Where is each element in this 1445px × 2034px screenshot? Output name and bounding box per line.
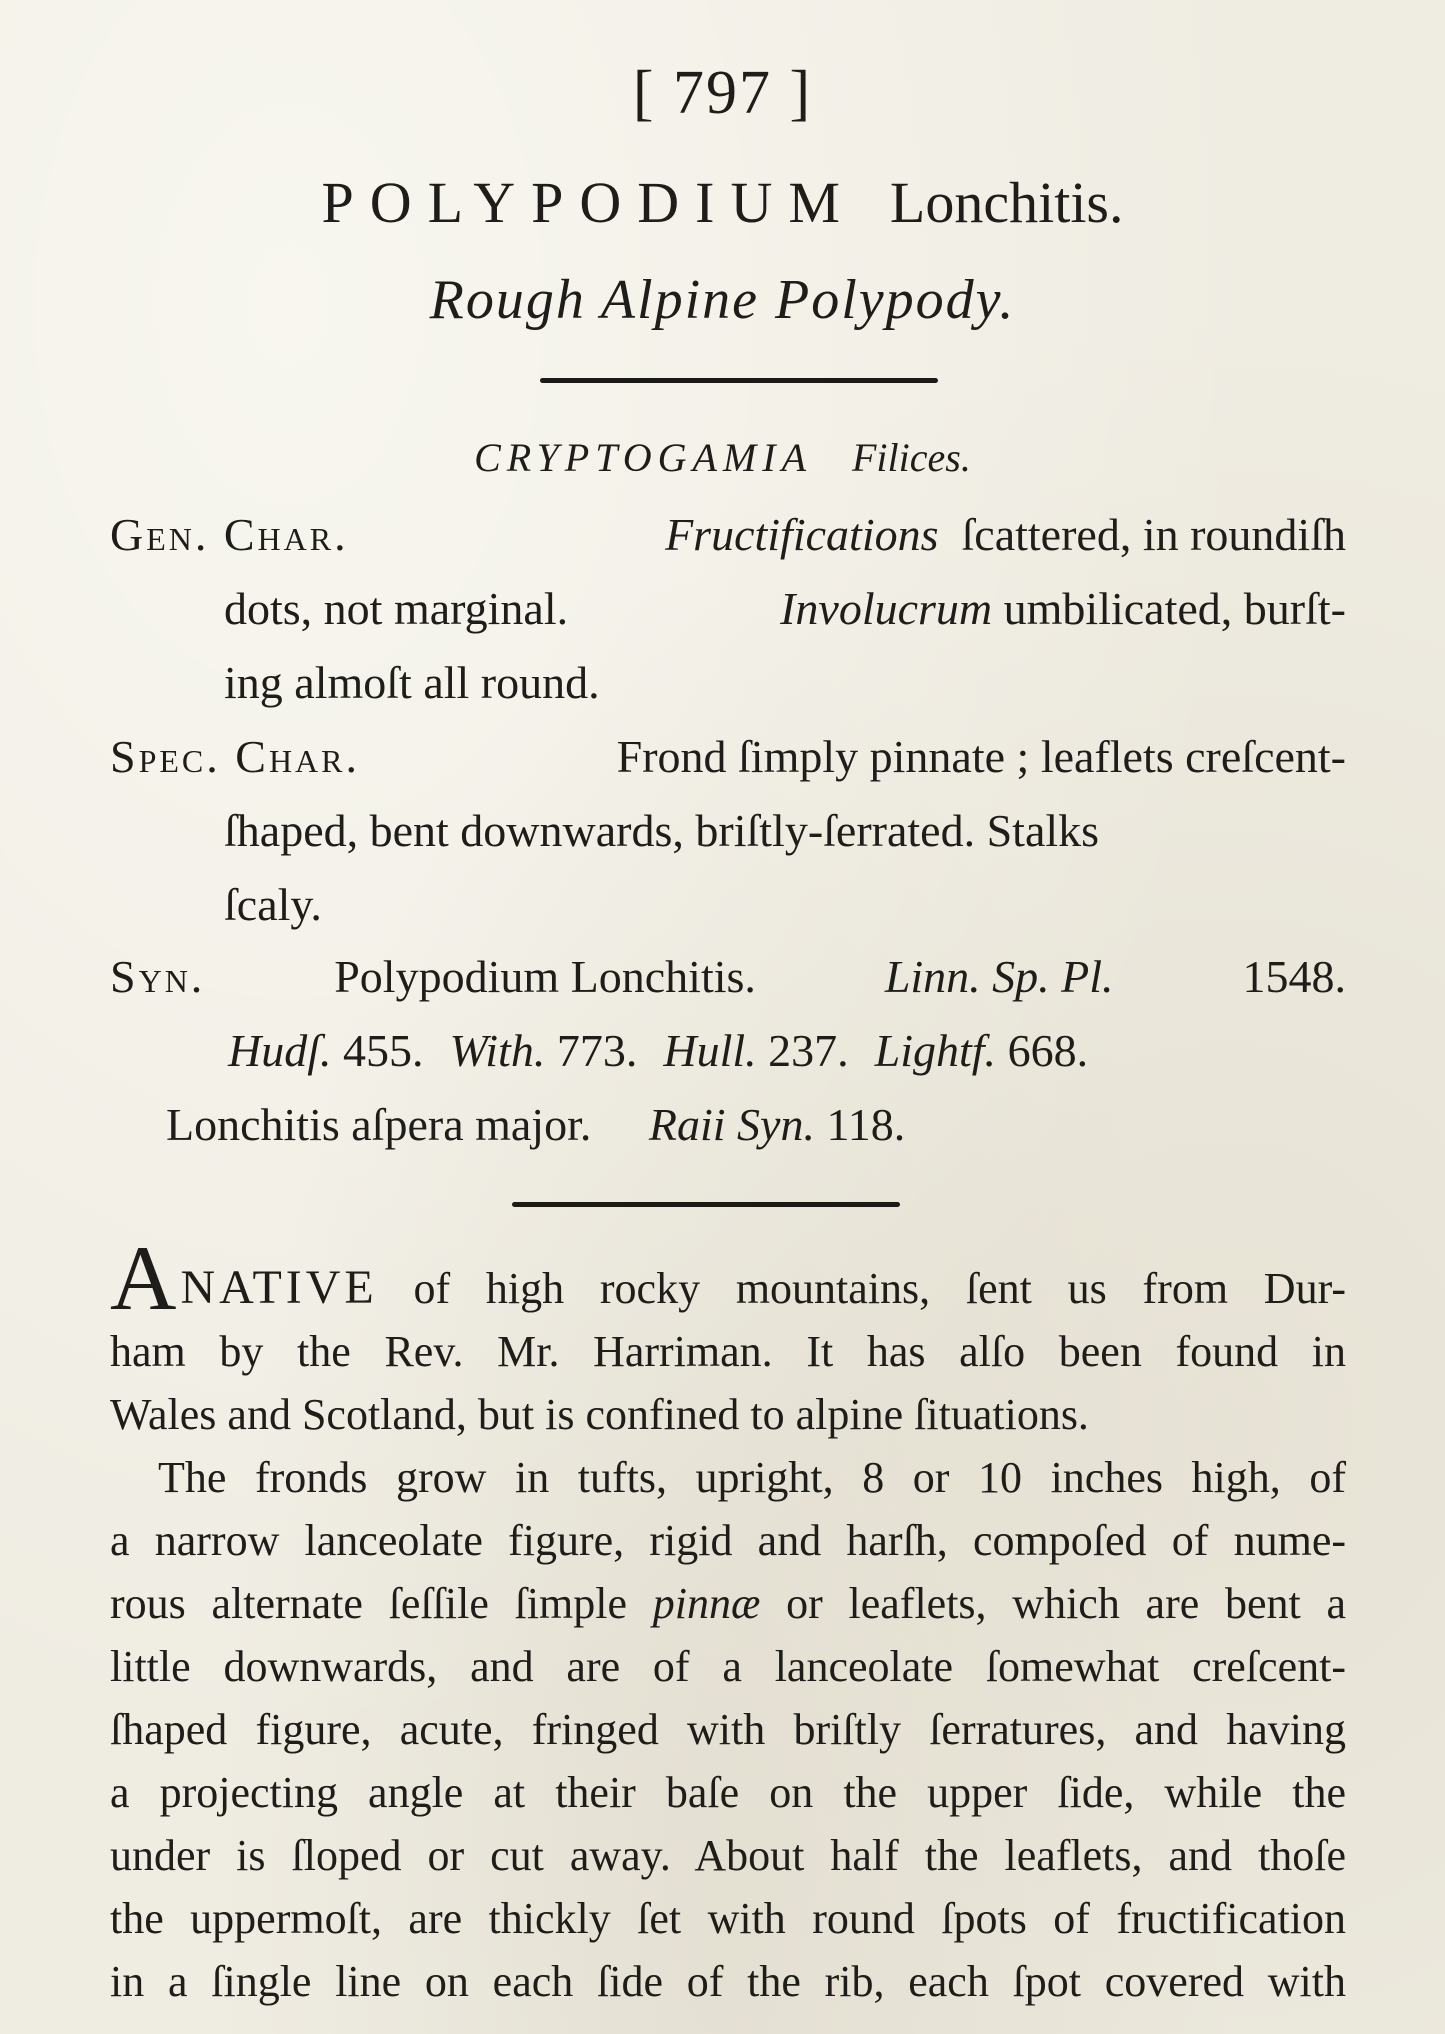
syn-line3c: 118. [826,1099,906,1150]
body-line: a narrow lanceolate figure, rigid and harſh, compoſed of nume- [110,1516,1346,1565]
body-line: The fronds grow in tufts, upright, 8 or 10 inches high, of [158,1453,1346,1502]
gen-char-line1: ſcattered, in roundiſh [961,509,1346,560]
syn-ref: Hudſ. [228,1025,332,1076]
syn-label: Syn. [110,951,206,1002]
spec-char-label: Spec. Char. [110,731,361,782]
body-line: little downwards, and are of a lanceolate ſomewhat creſcent- [110,1642,1346,1691]
classification [0,434,1445,481]
spec-char-line2: ſhaped, bent downwards, briſtly-ſerrated. Stalks [224,805,1100,856]
gen-char-block [110,498,1346,720]
title-species: Lonchitis. [889,170,1124,235]
syn-ref-num: 237. [768,1025,849,1076]
syn-ref-num: 773. [556,1025,638,1076]
gen-char-term: Fructifications [665,509,939,560]
page-number: [ 797 ] [632,59,813,127]
title-genus: POLYPODIUM [321,170,856,235]
title-divider [540,378,938,383]
first-word: NATIVE [180,1261,378,1314]
body-line: Wales and Scotland, but is confined to alpine ſituations. [110,1390,1089,1439]
synonyms-block [110,940,1346,1162]
section-divider [512,1202,900,1207]
spec-char-block [110,720,1346,942]
syn-line1c: 1548. [1242,951,1346,1002]
class-name: CRYPTOGAMIA [474,435,812,480]
gen-char-line2c: umbilicated, burſt- [1003,583,1346,634]
page-title [0,168,1445,237]
syn-ref-num: 668. [1007,1025,1089,1076]
syn-ref: Lightf. [874,1025,997,1076]
body-line [110,1572,1346,1635]
syn-line1a: Polypodium Lonchitis. [334,951,756,1002]
body-line-text: or leaflets, which are bent a [786,1579,1347,1628]
gen-char-line3: ing almoſt all round. [224,657,600,708]
syn-raii-ref: Raii Syn. [648,1099,815,1150]
body-text [110,1227,1347,2013]
spec-char-line3: ſcaly. [224,879,322,930]
syn-linnaeus-ref: Linn. Sp. Pl. [884,951,1114,1002]
body-line: the uppermoſt, are thickly ſet with round ſpots of fructification [110,1894,1346,1943]
body-line: ſhaped figure, acute, fringed with briſtly ſerratures, and having [110,1705,1346,1754]
gen-char-line2a: dots, not marginal. [224,583,569,634]
spec-char-line1: Frond ſimply pinnate ; leaflets creſcent- [616,731,1346,782]
body-line-text: rous alternate ſeſſile ſimple [110,1579,628,1628]
order-name: Filices. [852,435,971,480]
syn-ref-num: 455. [343,1025,424,1076]
gen-char-label: Gen. Char. [110,509,349,560]
body-line: under is ſloped or cut away. About half the leaflets, and thoſe [110,1831,1346,1880]
gen-char-involucrum: Involucrum [780,583,993,634]
common-name: Rough Alpine Polypody. [429,269,1016,331]
drop-cap: A [110,1227,177,1329]
body-line: ham by the Rev. Mr. Harriman. It has alſo been found in [110,1327,1346,1376]
pinnae-term: pinnæ [652,1579,761,1628]
body-line: a projecting angle at their baſe on the upper ſide, while the [110,1768,1346,1817]
body-line [110,1227,1347,1329]
body-line: in a ſingle line on each ſide of the rib, each ſpot covered with [110,1957,1346,2006]
syn-ref: Hull. [663,1025,757,1076]
body-line-text: of high rocky mountains, ſent us from Dur- [413,1264,1347,1313]
syn-ref: With. [449,1025,546,1076]
syn-line3a: Lonchitis aſpera major. [166,1099,592,1150]
